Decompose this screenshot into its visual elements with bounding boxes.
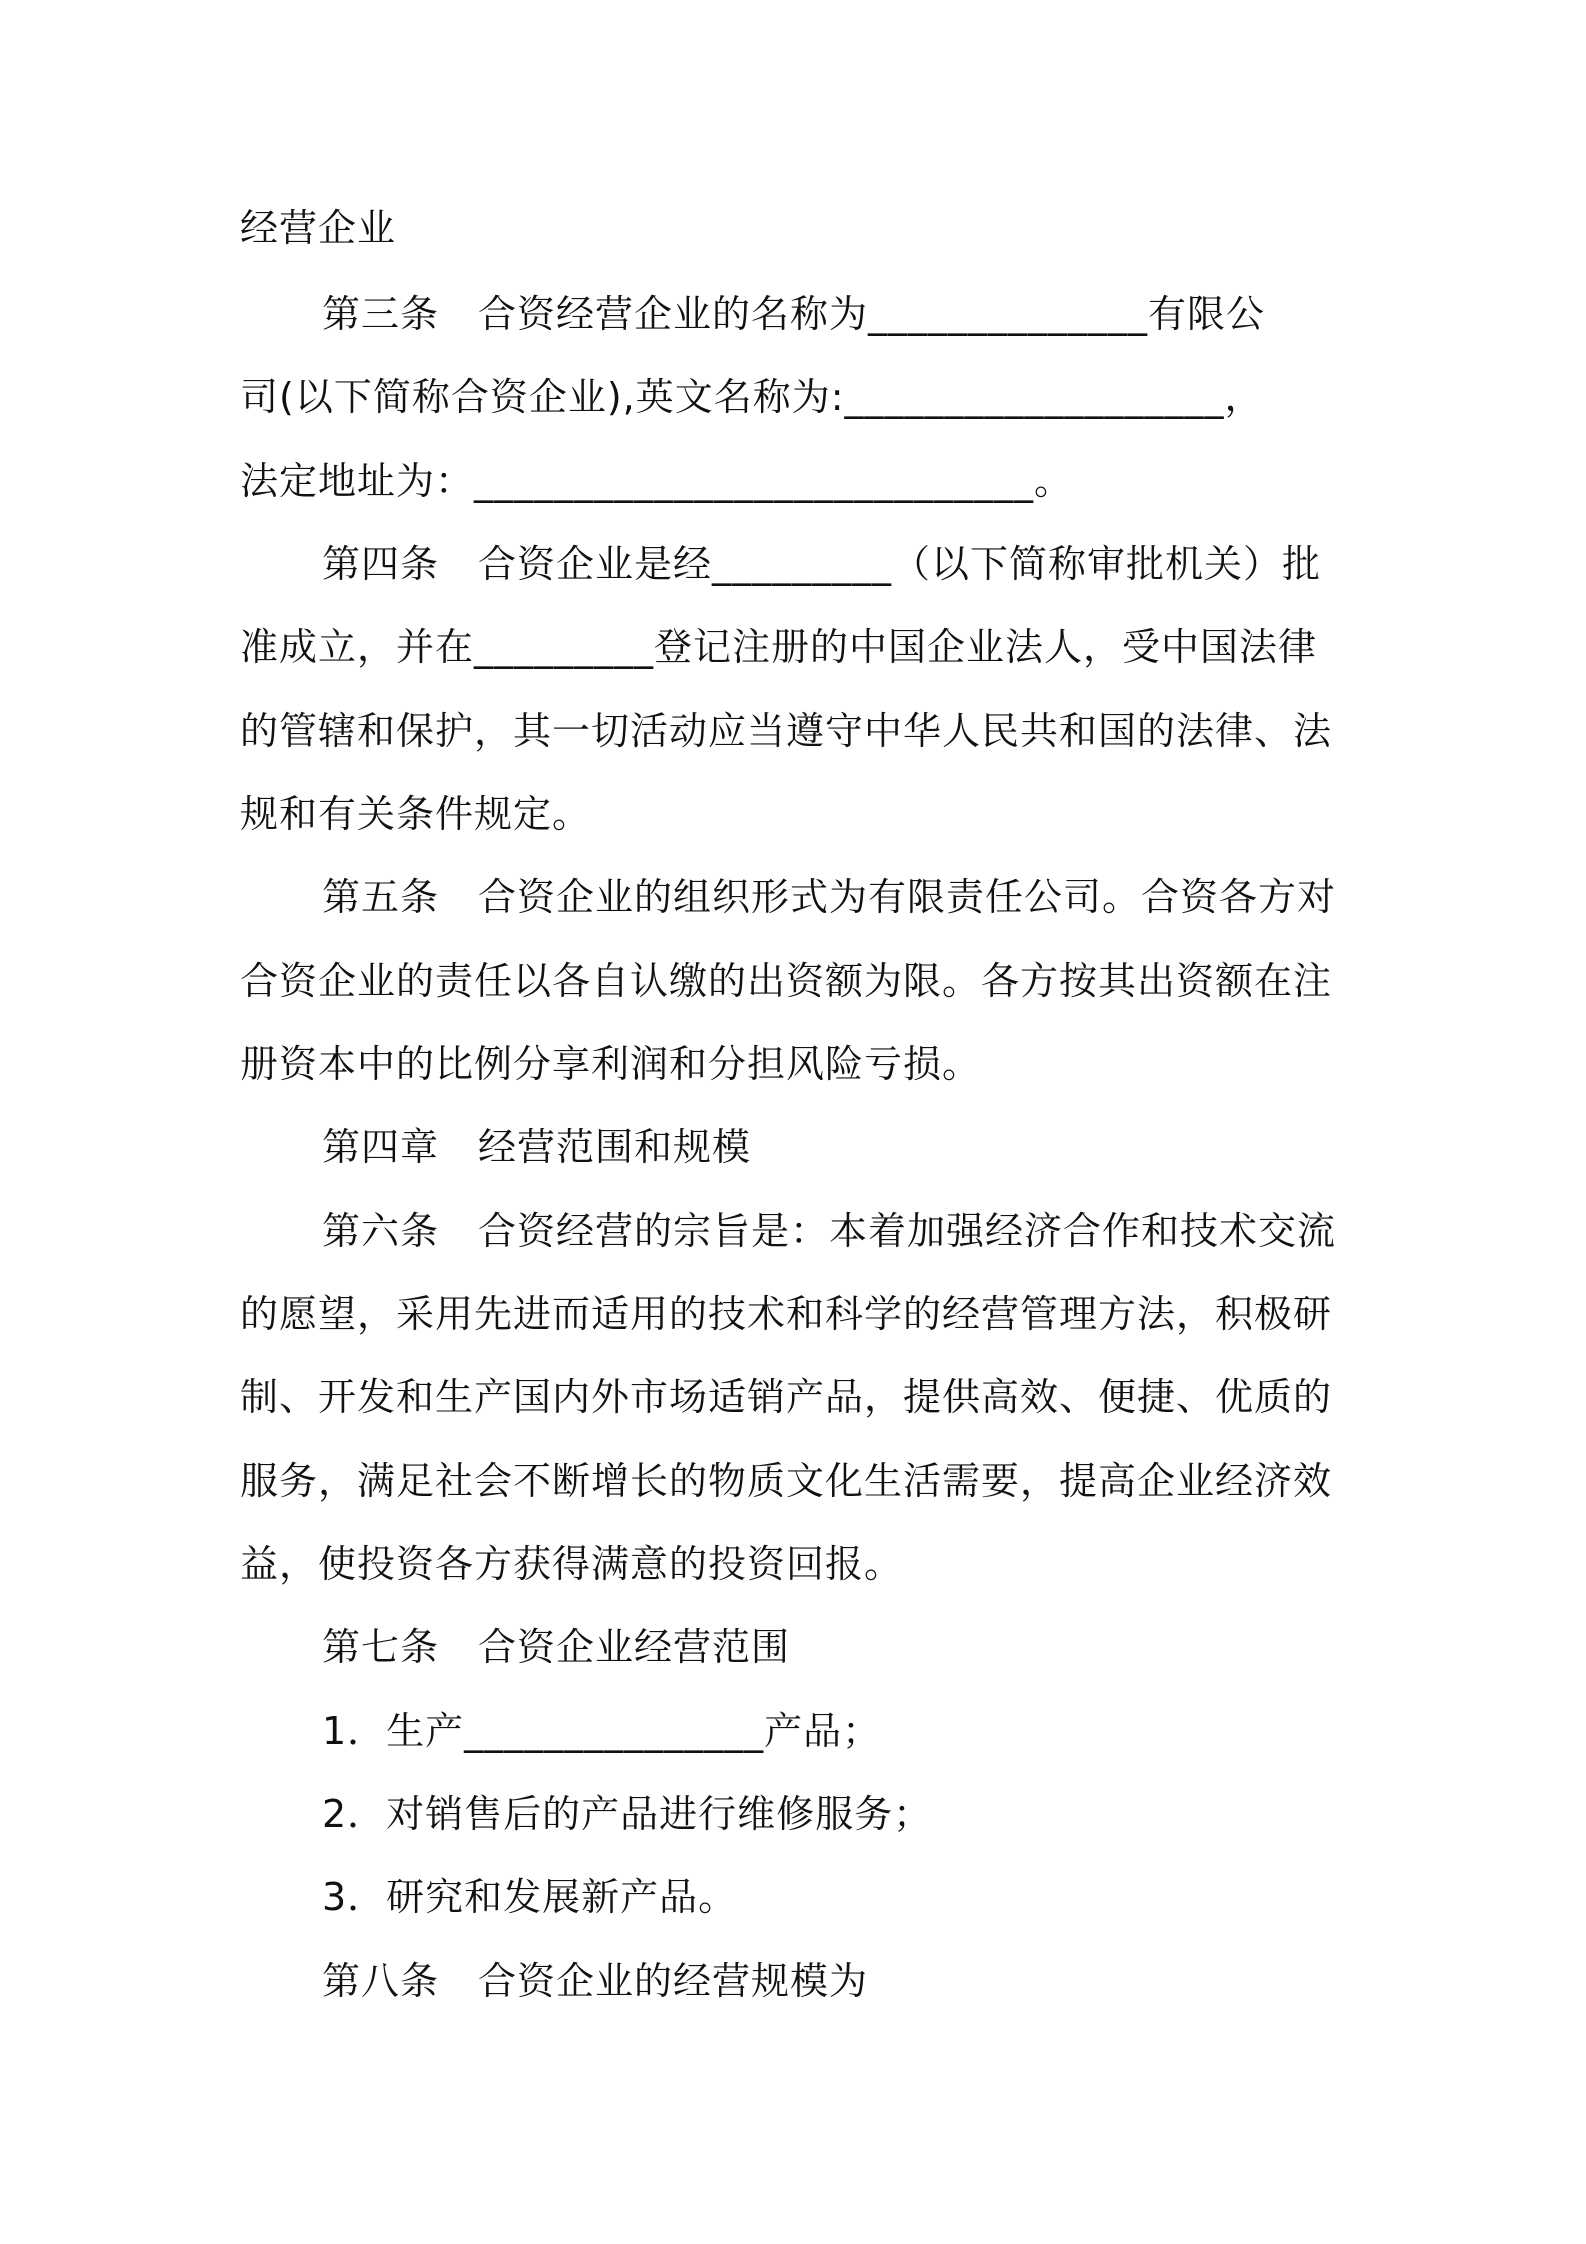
chapter-4-heading: 第四章 经营范围和规模: [322, 1125, 752, 1169]
article-4-line-3: 的管辖和保护，其一切活动应当遵守中华人民共和国的法律、法: [240, 709, 1333, 753]
article-4-line-4: 规和有关条件规定。: [240, 792, 592, 836]
article-6-line-3: 制、开发和生产国内外市场适销产品，提供高效、便捷、优质的: [240, 1375, 1333, 1419]
article-4-line-2: 准成立，并在_________登记注册的中国企业法人，受中国法律: [240, 625, 1318, 669]
article-6-line-4: 服务，满足社会不断增长的物质文化生活需要，提高企业经济效: [240, 1459, 1333, 1503]
article-3-line-2: 司(以下简称合资企业),英文名称为:___________________，: [240, 375, 1264, 419]
article-6-line-1: 第六条 合资经营的宗旨是：本着加强经济合作和技术交流: [322, 1209, 1337, 1253]
list-item-3: 3．研究和发展新产品。: [322, 1875, 738, 1919]
article-3-line-1: 第三条 合资经营企业的名称为______________有限公: [322, 292, 1266, 336]
article-7-heading: 第七条 合资企业经营范围: [322, 1625, 791, 1669]
article-5-line-1: 第五条 合资企业的组织形式为有限责任公司。合资各方对: [322, 875, 1337, 919]
article-6-line-2: 的愿望，采用先进而适用的技术和科学的经营管理方法，积极研: [240, 1292, 1333, 1336]
article-4-line-1: 第四条 合资企业是经_________（以下简称审批机关）批: [322, 542, 1322, 586]
article-6-line-5: 益，使投资各方获得满意的投资回报。: [240, 1542, 904, 1586]
article-3-line-3: 法定地址为：____________________________。: [240, 459, 1074, 503]
list-item-1: 1．生产_______________产品；: [322, 1709, 882, 1753]
text-line: 经营企业: [240, 206, 397, 250]
article-5-line-2: 合资企业的责任以各自认缴的出资额为限。各方按其出资额在注: [240, 959, 1333, 1003]
article-5-line-3: 册资本中的比例分享利润和分担风险亏损。: [240, 1042, 982, 1086]
article-8-line-1: 第八条 合资企业的经营规模为: [322, 1959, 869, 2003]
list-item-2: 2．对销售后的产品进行维修服务；: [322, 1792, 933, 1836]
